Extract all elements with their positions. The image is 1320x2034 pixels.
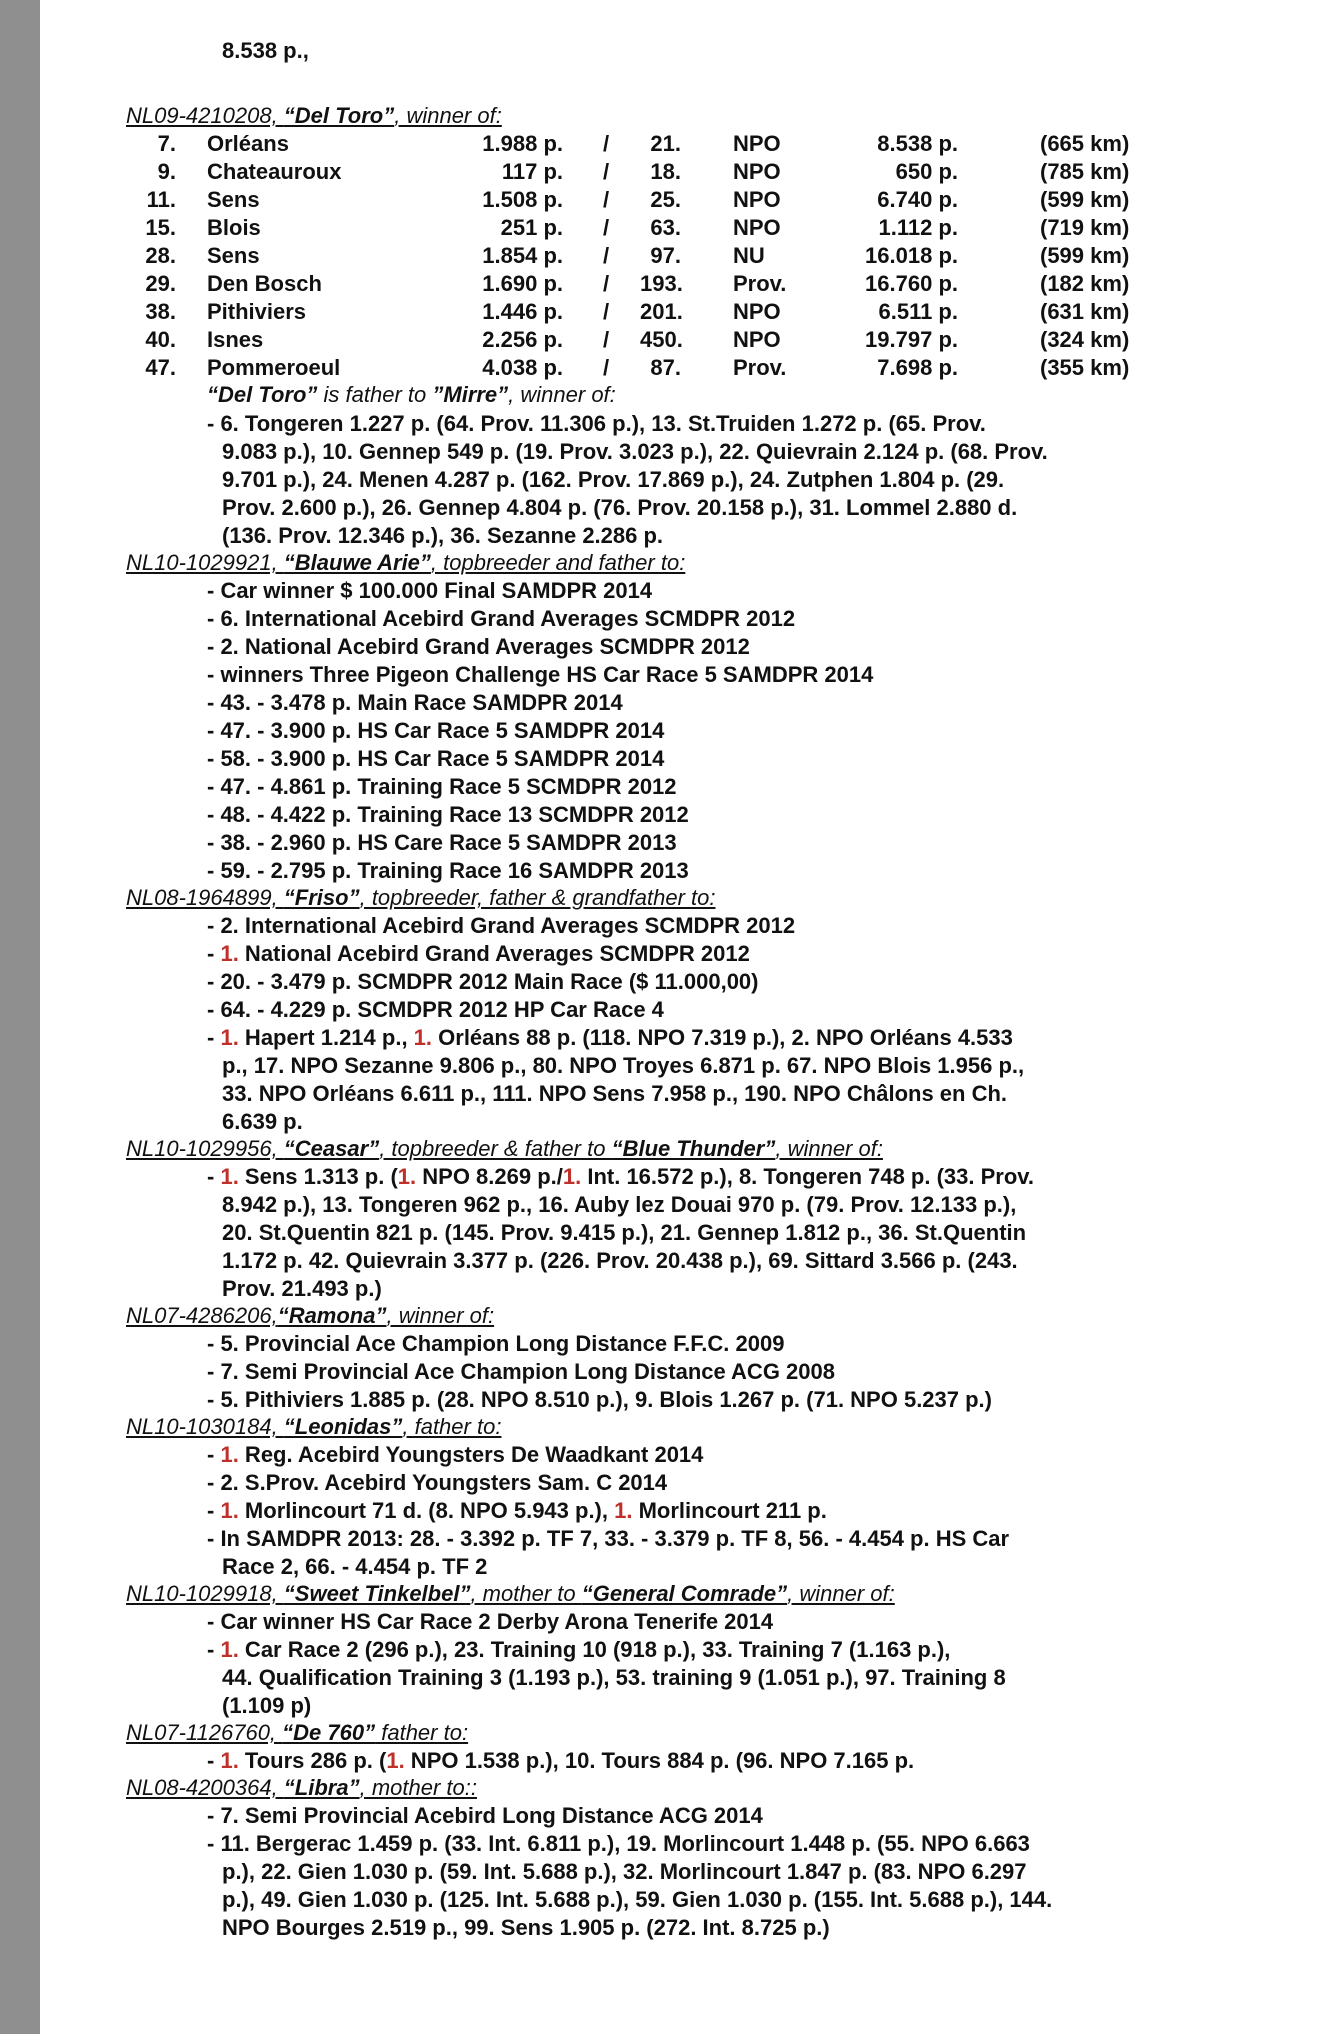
result-region-points: 650 p. [895, 159, 958, 184]
result-position: 450. [640, 327, 683, 352]
blauwe-arie-line: - 59. - 2.795 p. Training Race 16 SAMDPR 2013 [207, 858, 689, 883]
friso-line: - 2. International Acebird Grand Averages SCMDPR 2012 [207, 913, 796, 938]
blauwe-arie-line: - 6. International Acebird Grand Averages SCMDPR 2012 [207, 606, 796, 631]
result-distance: (719 km) [1040, 215, 1130, 240]
result-points: 1.854 p. [482, 243, 563, 268]
result-slash: / [603, 271, 610, 296]
result-rank: 38. [145, 299, 176, 324]
result-slash: / [603, 327, 610, 352]
friso-line: - 20. - 3.479 p. SCMDPR 2012 Main Race ($ 11.000,00) [207, 969, 759, 994]
result-position: 97. [650, 243, 681, 268]
leonidas-line: Race 2, 66. - 4.454 p. TF 2 [222, 1554, 488, 1579]
result-distance: (599 km) [1040, 187, 1130, 212]
ramona-line: - 5. Provincial Ace Champion Long Distance F.F.C. 2009 [207, 1331, 785, 1356]
result-region: NPO [733, 215, 781, 240]
result-row [0, 298, 1320, 326]
result-region: NU [733, 243, 765, 268]
result-row [0, 186, 1320, 214]
leonidas-line: - 1. Morlincourt 71 d. (8. NPO 5.943 p.), 1. Morlincourt 211 p. [207, 1498, 827, 1523]
result-distance: (665 km) [1040, 131, 1130, 156]
result-position: 87. [650, 355, 681, 380]
friso-line: - 1. National Acebird Grand Averages SCMDPR 2012 [207, 941, 750, 966]
blauwe-arie-line: - 47. - 3.900 p. HS Car Race 5 SAMDPR 2014 [207, 718, 665, 743]
leonidas-line: - 2. S.Prov. Acebird Youngsters Sam. C 2014 [207, 1470, 668, 1495]
result-region-points: 7.698 p. [877, 355, 958, 380]
result-row [0, 130, 1320, 158]
del-toro-heading: NL09-4210208, “Del Toro”, winner of: [126, 103, 502, 128]
result-region: NPO [733, 131, 781, 156]
tinkelbel-line: - Car winner HS Car Race 2 Derby Arona Tenerife 2014 [207, 1609, 774, 1634]
libra-line: p.), 22. Gien 1.030 p. (59. Int. 5.688 p.), 32. Morlincourt 1.847 p. (83. NPO 6.297 [222, 1859, 1027, 1884]
libra-line: - 11. Bergerac 1.459 p. (33. Int. 6.811 p.), 19. Morlincourt 1.448 p. (55. NPO 6.663 [207, 1831, 1030, 1856]
result-row [0, 354, 1320, 382]
ceasar-line: 20. St.Quentin 821 p. (145. Prov. 9.415 p.), 21. Gennep 1.812 p., 36. St.Quentin [222, 1220, 1027, 1245]
result-rank: 7. [157, 131, 176, 156]
ceasar-heading: NL10-1029956, “Ceasar”, topbreeder & father to “Blue Thunder”, winner of: [126, 1136, 883, 1161]
result-position: 21. [650, 131, 681, 156]
result-rank: 40. [145, 327, 176, 352]
result-place: Orléans [207, 131, 289, 156]
result-position: 193. [640, 271, 683, 296]
result-row [0, 214, 1320, 242]
ramona-line: - 5. Pithiviers 1.885 p. (28. NPO 8.510 p.), 9. Blois 1.267 p. (71. NPO 5.237 p.) [207, 1387, 992, 1412]
ceasar-line: Prov. 21.493 p.) [222, 1276, 382, 1301]
result-place: Pommeroeul [207, 355, 341, 380]
ceasar-line: - 1. Sens 1.313 p. (1. NPO 8.269 p./1. Int. 16.572 p.), 8. Tongeren 748 p. (33. Prov. [207, 1164, 1035, 1189]
result-points: 1.690 p. [482, 271, 563, 296]
result-position: 18. [650, 159, 681, 184]
result-region-points: 1.112 p. [878, 215, 958, 240]
result-region: Prov. [733, 355, 787, 380]
libra-line: - 7. Semi Provincial Acebird Long Distance ACG 2014 [207, 1803, 763, 1828]
result-region: NPO [733, 327, 781, 352]
result-row [0, 242, 1320, 270]
mirre-line: - 6. Tongeren 1.227 p. (64. Prov. 11.306 p.), 13. St.Truiden 1.272 p. (65. Prov. [207, 411, 986, 436]
result-slash: / [603, 131, 610, 156]
mirre-line: (136. Prov. 12.346 p.), 36. Sezanne 2.286 p. [222, 523, 664, 548]
result-region: NPO [733, 187, 781, 212]
result-points: 1.988 p. [482, 131, 563, 156]
mirre-line: 9.701 p.), 24. Menen 4.287 p. (162. Prov. 17.869 p.), 24. Zutphen 1.804 p. (29. [222, 467, 1005, 492]
result-row [0, 270, 1320, 298]
result-distance: (631 km) [1040, 299, 1130, 324]
result-distance: (182 km) [1040, 271, 1130, 296]
result-points: 4.038 p. [482, 355, 563, 380]
result-slash: / [603, 215, 610, 240]
leonidas-heading: NL10-1030184, “Leonidas”, father to: [126, 1414, 502, 1439]
result-place: Sens [207, 187, 260, 212]
libra-line: NPO Bourges 2.519 p., 99. Sens 1.905 p. (272. Int. 8.725 p.) [222, 1915, 830, 1940]
blauwe-arie-line: - 43. - 3.478 p. Main Race SAMDPR 2014 [207, 690, 623, 715]
tinkelbel-line: - 1. Car Race 2 (296 p.), 23. Training 10 (918 p.), 33. Training 7 (1.163 p.), [207, 1637, 951, 1662]
blauwe-arie-line: - 2. National Acebird Grand Averages SCMDPR 2012 [207, 634, 750, 659]
tinkelbel-line: 44. Qualification Training 3 (1.193 p.), 53. training 9 (1.051 p.), 97. Training 8 [222, 1665, 1006, 1690]
ceasar-line: 8.942 p.), 13. Tongeren 962 p., 16. Auby lez Douai 970 p. (79. Prov. 12.133 p.), [222, 1192, 1017, 1217]
result-points: 1.508 p. [482, 187, 563, 212]
result-slash: / [603, 187, 610, 212]
ramona-line: - 7. Semi Provincial Ace Champion Long Distance ACG 2008 [207, 1359, 835, 1384]
result-place: Pithiviers [207, 299, 307, 324]
blauwe-arie-line: - 47. - 4.861 p. Training Race 5 SCMDPR 2012 [207, 774, 677, 799]
result-distance: (355 km) [1040, 355, 1130, 380]
friso-line: 6.639 p. [222, 1109, 303, 1134]
blauwe-arie-line: - 38. - 2.960 p. HS Care Race 5 SAMDPR 2013 [207, 830, 677, 855]
result-position: 201. [640, 299, 683, 324]
friso-line: - 64. - 4.229 p. SCMDPR 2012 HP Car Race 4 [207, 997, 664, 1022]
result-place: Chateauroux [207, 159, 342, 184]
friso-heading: NL08-1964899, “Friso”, topbreeder, father & grandfather to: [126, 885, 716, 910]
result-region-points: 6.511 p. [878, 299, 958, 324]
result-position: 63. [650, 215, 681, 240]
result-slash: / [603, 299, 610, 324]
result-rank: 28. [145, 243, 176, 268]
tinkelbel-line: (1.109 p) [222, 1693, 312, 1718]
blauwe-arie-line: - 58. - 3.900 p. HS Car Race 5 SAMDPR 2014 [207, 746, 665, 771]
result-place: Sens [207, 243, 260, 268]
friso-line: - 1. Hapert 1.214 p., 1. Orléans 88 p. (118. NPO 7.319 p.), 2. NPO Orléans 4.533 [207, 1025, 1013, 1050]
result-region-points: 16.760 p. [865, 271, 958, 296]
result-distance: (599 km) [1040, 243, 1130, 268]
libra-heading: NL08-4200364, “Libra”, mother to:: [126, 1775, 477, 1800]
result-row [0, 158, 1320, 186]
de-760-line: - 1. Tours 286 p. (1. NPO 1.538 p.), 10. Tours 884 p. (96. NPO 7.165 p. [207, 1748, 915, 1773]
result-region-points: 6.740 p. [877, 187, 958, 212]
result-row [0, 326, 1320, 354]
result-points: 2.256 p. [482, 327, 563, 352]
result-place: Isnes [207, 327, 264, 352]
de-760-heading: NL07-1126760, “De 760” father to: [126, 1720, 469, 1745]
result-distance: (324 km) [1040, 327, 1130, 352]
result-distance: (785 km) [1040, 159, 1130, 184]
result-rank: 15. [145, 215, 176, 240]
ramona-heading: NL07-4286206,“Ramona”, winner of: [126, 1303, 495, 1328]
result-region: NPO [733, 299, 781, 324]
result-position: 25. [650, 187, 681, 212]
result-region-points: 19.797 p. [865, 327, 958, 352]
blauwe-arie-line: - winners Three Pigeon Challenge HS Car Race 5 SAMDPR 2014 [207, 662, 874, 687]
mirre-line: Prov. 2.600 p.), 26. Gennep 4.804 p. (76. Prov. 20.158 p.), 31. Lommel 2.880 d. [222, 495, 1018, 520]
result-region: NPO [733, 159, 781, 184]
blauwe-arie-line: - 48. - 4.422 p. Training Race 13 SCMDPR 2012 [207, 802, 689, 827]
result-region-points: 8.538 p. [877, 131, 958, 156]
tinkelbel-heading: NL10-1029918, “Sweet Tinkelbel”, mother to “General Comrade”, winner of: [126, 1581, 895, 1606]
libra-line: p.), 49. Gien 1.030 p. (125. Int. 5.688 p.), 59. Gien 1.030 p. (155. Int. 5.688 p.), 144. [222, 1887, 1053, 1912]
blauwe-arie-line: - Car winner $ 100.000 Final SAMDPR 2014 [207, 578, 653, 603]
result-rank: 9. [157, 159, 176, 184]
result-points: 1.446 p. [482, 299, 563, 324]
del-toro-father-line: “Del Toro” is father to ”Mirre”, winner of: [207, 382, 616, 407]
result-slash: / [603, 159, 610, 184]
leonidas-line: - In SAMDPR 2013: 28. - 3.392 p. TF 7, 33. - 3.379 p. TF 8, 56. - 4.454 p. HS Car [207, 1526, 1010, 1551]
result-slash: / [603, 243, 610, 268]
result-place: Den Bosch [207, 271, 322, 296]
friso-line: 33. NPO Orléans 6.611 p., 111. NPO Sens 7.958 p., 190. NPO Châlons en Ch. [222, 1081, 1008, 1106]
result-rank: 11. [146, 187, 176, 212]
result-points: 251 p. [500, 215, 563, 240]
ceasar-line: 1.172 p. 42. Quievrain 3.377 p. (226. Prov. 20.438 p.), 69. Sittard 3.566 p. (243. [222, 1248, 1018, 1273]
result-slash: / [603, 355, 610, 380]
result-place: Blois [207, 215, 261, 240]
result-rank: 29. [145, 271, 176, 296]
blauwe-arie-heading: NL10-1029921, “Blauwe Arie”, topbreeder and father to: [126, 550, 686, 575]
result-region-points: 16.018 p. [865, 243, 958, 268]
result-region: Prov. [733, 271, 787, 296]
result-rank: 47. [145, 355, 176, 380]
mirre-line: 9.083 p.), 10. Gennep 549 p. (19. Prov. 3.023 p.), 22. Quievrain 2.124 p. (68. Prov. [222, 439, 1048, 464]
top-continuation-line: 8.538 p., [222, 38, 309, 63]
result-points: 117 p. [501, 159, 563, 184]
leonidas-line: - 1. Reg. Acebird Youngsters De Waadkant 2014 [207, 1442, 704, 1467]
friso-line: p., 17. NPO Sezanne 9.806 p., 80. NPO Troyes 6.871 p. 67. NPO Blois 1.956 p., [222, 1053, 1025, 1078]
